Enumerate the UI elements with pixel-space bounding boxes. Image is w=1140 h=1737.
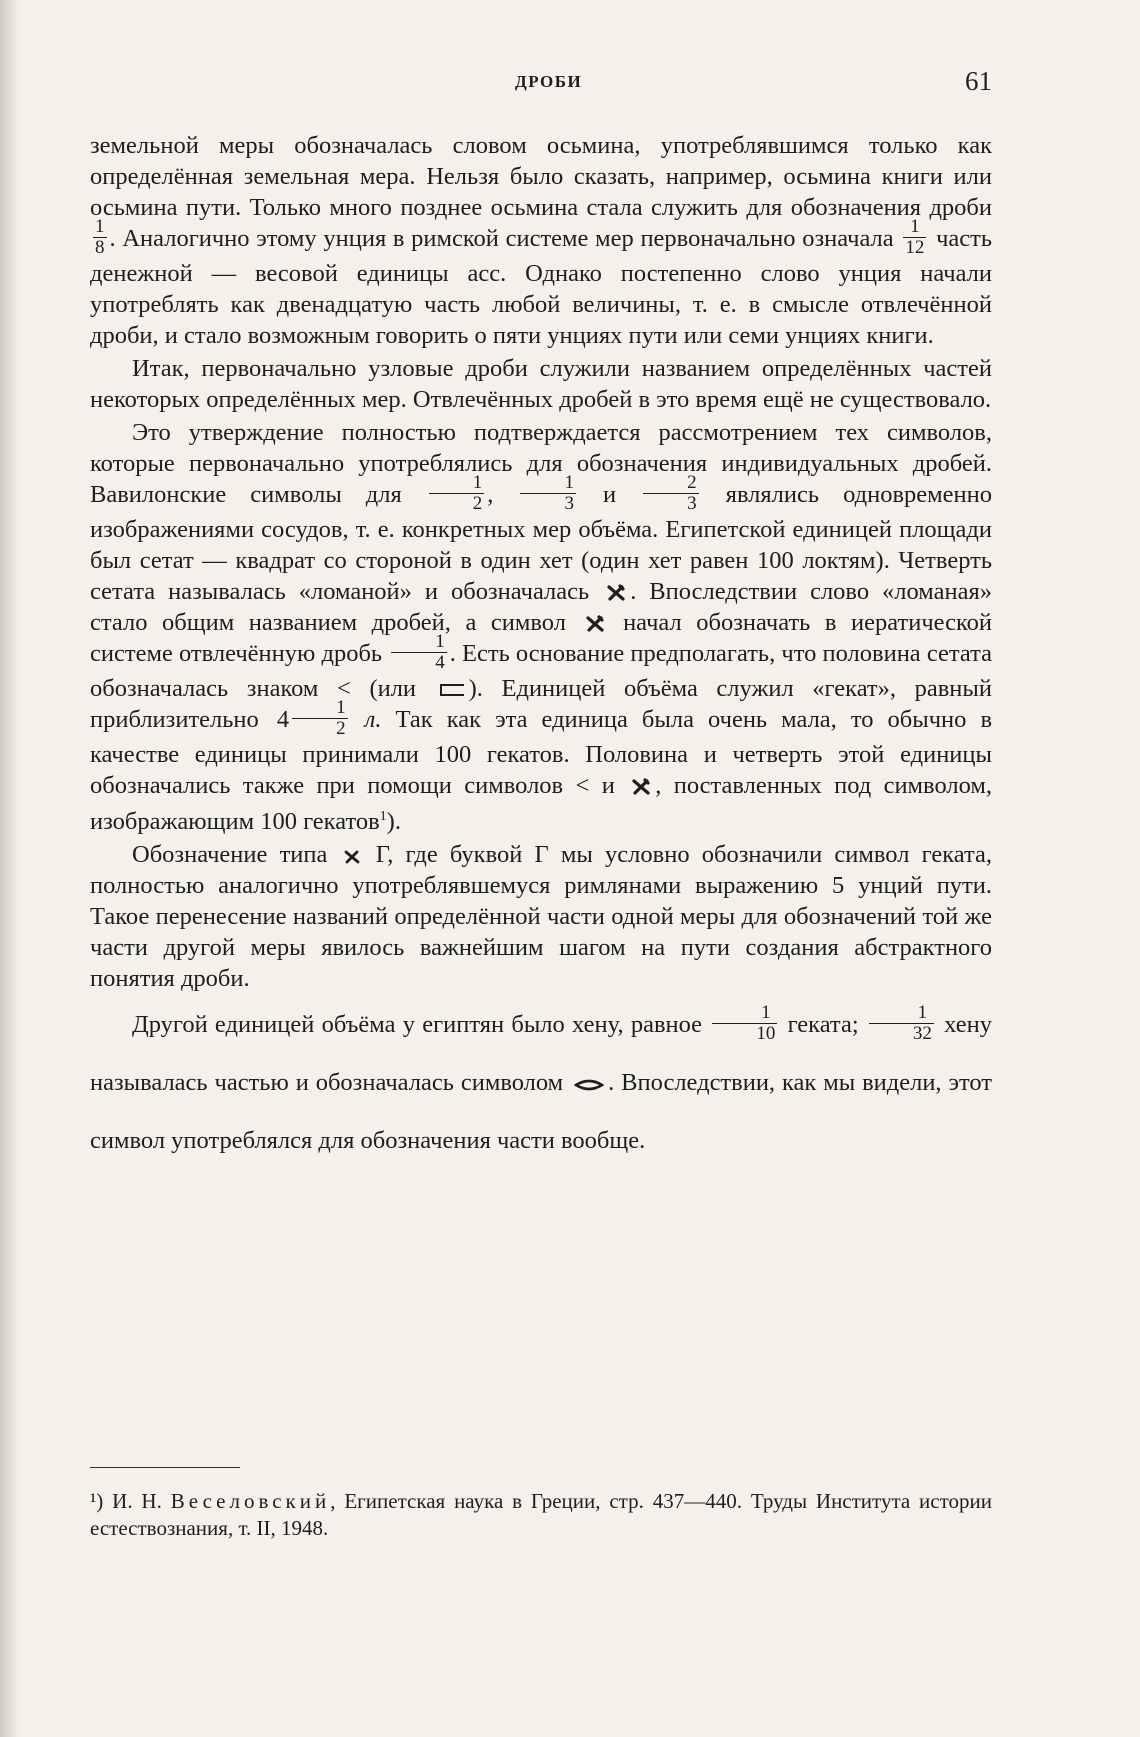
fraction-one-quarter: $\frac{1}{4}$ <box>391 632 447 673</box>
mixed-number-integer: 4 <box>276 706 290 734</box>
less-than-glyph: < <box>575 772 590 799</box>
text-run: земельной меры обозначалась словом осьмина, употреблявшимся только как определённая земельная мера. Нельзя было сказать, например, осьмина книги или осьмина пути. Только много позднее осьмина стала служить для обозначения дроби <box>90 132 992 221</box>
broken-cross-glyph-icon <box>344 850 360 864</box>
fraction-one-third: $\frac{1}{3}$ <box>520 473 576 514</box>
footnote-text: , Египетская наука в Греции, стр. 437—440. Труды Института истории естествознания, т. II, 1948. <box>90 1489 992 1540</box>
broken-cross-glyph-icon <box>585 615 605 633</box>
text-run: Обозначение типа <box>132 841 328 869</box>
page-number: 61 <box>965 66 992 96</box>
text-run: Так как эта единица была очень мала, то обычно в качестве единицы принимали 100 гекатов. Половина и четверть этой единицы обозначались также при помощи символов <box>90 706 993 799</box>
text-run: часть денежной — весовой единицы асс. Однако постепенно слово унция начали употреблять как двенадцатую часть любой величины, т. е. в смысле отвлечённой дроби, и стало возможным говорить о пяти унциях пути или семи унциях книги. <box>90 225 993 349</box>
footnote-author: Веселовский <box>170 1489 331 1513</box>
gamma-letter: Г <box>375 841 388 869</box>
text-run: . Впоследствии слово «ломаная» стало общим названием дробей, а символ <box>90 578 993 636</box>
text-run: , поставленных под символом, изображающим 100 гекатов <box>90 772 993 836</box>
running-head: ДРОБИ <box>515 72 583 91</box>
fraction-two-thirds: $\frac{2}{3}$ <box>643 473 699 514</box>
fraction-one-eighth: $\frac{1}{8}$ <box>95 216 105 258</box>
mouth-glyph-icon <box>574 1078 604 1092</box>
text-run: ). <box>386 808 401 836</box>
text-run: . Впоследствии, как мы видели, этот символ употреблялся для обозначения части вообще. <box>90 1069 993 1155</box>
less-than-glyph: < <box>337 675 351 702</box>
footnote-rule <box>90 1467 240 1468</box>
paragraph-1 <box>90 130 992 351</box>
body-text <box>90 130 992 1172</box>
fraction-one-twelfth: $\frac{1}{12}$ <box>905 216 925 258</box>
text-run: Другой единицей объёма у египтян было хену, равное <box>132 1011 703 1039</box>
text-run: ). Единицей объёма служил «гекат», равный приблизительно <box>90 675 992 734</box>
footnote <box>90 1488 992 1542</box>
text-run: (или <box>369 675 417 702</box>
paragraph-5 <box>90 996 992 1170</box>
fraction-one-thirty-second: $\frac{1}{32}$ <box>869 1003 934 1044</box>
broken-cross-glyph-icon <box>631 778 651 796</box>
text-run: геката; <box>787 1011 859 1039</box>
fraction-one-half-mixed: $\frac{1}{2}$ <box>292 698 348 739</box>
fraction-one-half: $\frac{1}{2}$ <box>429 473 485 514</box>
paragraph-3 <box>90 417 992 837</box>
text-run: . Аналогично этому унция в римской системе мер первоначально означала <box>109 225 894 253</box>
text-run: являлись одновременно изображениями сосудов, т. е. конкретных мер объёма. Египетской единицей площади был сетат — квадрат со стороной в один хет (один хет равен 100 локтям). Четверть сетата называлась «ломаной» и обозначалась <box>90 481 993 605</box>
paragraph-2: Итак, первоначально узловые дроби служили названием определённых частей некоторых определённых мер. Отвлечённых дробей в это время ещё не существовало. <box>90 355 992 413</box>
unit-litre: л. <box>364 706 382 734</box>
comma: , <box>487 481 494 509</box>
footnote-marker: ¹) <box>90 1489 104 1513</box>
text-run: . Есть основание предполагать, что половина сетата обозначалась знаком <box>90 640 993 702</box>
text-run: , где буквой Г мы условно обозначили символ геката, полностью аналогично употреблявшемуся римлянами выражению 5 унций пути. Такое перенесение названий определённой части одной меры для обозначений той же части другой меры явилось важнейшим шагом на пути создания абстрактного понятия дроби. <box>90 841 992 993</box>
open-rectangle-glyph-icon <box>439 683 465 697</box>
text-run: и <box>602 481 617 509</box>
page-edge-shadow <box>0 0 22 1737</box>
footnote-reference: 1 <box>379 809 387 824</box>
fraction-one-tenth: $\frac{1}{10}$ <box>712 1003 777 1044</box>
footnote-initials: И. Н. <box>112 1489 162 1513</box>
text-run: Это утверждение полностью подтверждается рассмотрением тех символов, которые первоначально употреблялись для обозначения индивидуальных дробей. Вавилонские символы для <box>90 419 992 509</box>
text-run: начал обозначать в иератической системе отвлечённую дробь <box>90 609 993 668</box>
text-run: хену называлась частью и обозначалась символом <box>90 1011 993 1097</box>
paragraph-4 <box>90 839 992 994</box>
broken-cross-glyph-icon <box>606 584 626 602</box>
text-run: и <box>601 772 615 799</box>
